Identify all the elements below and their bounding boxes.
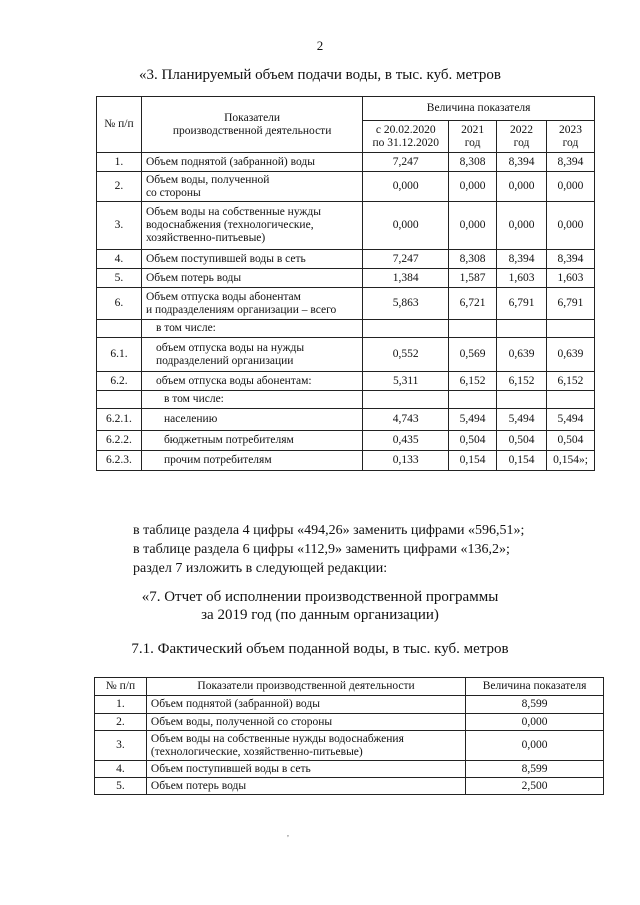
row-value: 1,587 — [449, 269, 497, 288]
t2-row-indicator — [146, 761, 465, 778]
row-value: 0,504 — [497, 431, 547, 451]
section-7-title-line-2: за 2019 год (по данным организации) — [201, 607, 439, 623]
row-indicator-line: со стороны — [145, 186, 201, 199]
row-number: 6.2.3. — [97, 451, 142, 471]
row-indicator-line: бюджетным потребителям — [163, 434, 294, 446]
col-header-period-line: 2023 — [558, 123, 582, 136]
t2-row-number: 5. — [95, 778, 147, 795]
row-indicator-line: объем отпуска воды абонентам: — [155, 374, 312, 387]
t2-row-indicator — [146, 778, 465, 795]
col-header-period — [449, 121, 497, 153]
row-indicator — [141, 320, 362, 338]
t2-row-value: 8,599 — [466, 761, 604, 778]
row-value: 8,394 — [497, 153, 547, 172]
row-value: 0,000 — [363, 172, 449, 202]
row-indicator-line: Объем потерь воды — [145, 271, 242, 284]
row-indicator — [141, 431, 362, 451]
row-value: 0,154 — [497, 451, 547, 471]
row-value: 6,152 — [546, 372, 594, 391]
row-value: 0,000 — [449, 202, 497, 250]
col-header-period — [546, 121, 594, 153]
row-indicator — [141, 409, 362, 431]
t2-row-value: 8,599 — [466, 696, 604, 714]
row-indicator-line: Объем воды на собственные нужды — [145, 206, 321, 218]
table-row — [97, 288, 595, 320]
t2-row-number: 2. — [95, 714, 147, 731]
t2-row-number: 4. — [95, 761, 147, 778]
col-header-period-line: по 31.12.2020 — [372, 136, 439, 149]
col-header-indicators — [141, 97, 362, 153]
table-row — [95, 696, 604, 714]
table-row — [95, 761, 604, 778]
row-number: 6. — [97, 288, 142, 320]
t2-row-number: 3. — [95, 731, 147, 761]
row-indicator — [141, 372, 362, 391]
row-value: 0,000 — [546, 172, 594, 202]
col-header-period-line: 2022 — [510, 123, 534, 136]
table-row — [97, 269, 595, 288]
row-value: 6,152 — [497, 372, 547, 391]
t2-row-number: 1. — [95, 696, 147, 714]
section-7-1-title: 7.1. Фактический объем поданной воды, в тыс. куб. метров — [131, 641, 509, 657]
row-value — [449, 320, 497, 338]
row-value — [546, 320, 594, 338]
table-row — [97, 409, 595, 431]
t2-row-indicator — [146, 731, 465, 761]
t2-row-indicator — [146, 714, 465, 731]
planned-water-supply-table — [96, 96, 595, 471]
row-indicator-line: населению — [163, 413, 218, 425]
col-header-period-line: 2021 — [461, 123, 485, 136]
page-number: 2 — [316, 38, 324, 53]
row-value: 7,247 — [363, 250, 449, 269]
paragraph-3: раздел 7 изложить в следующей редакции: — [133, 561, 388, 576]
t2-row-value: 0,000 — [466, 731, 604, 761]
row-indicator — [141, 202, 362, 250]
row-number — [97, 320, 142, 338]
row-value — [497, 320, 547, 338]
row-value: 0,000 — [449, 172, 497, 202]
row-number: 2. — [97, 172, 142, 202]
row-value: 0,639 — [546, 338, 594, 372]
col-header-value-group: Величина показателя — [363, 97, 595, 121]
row-indicator — [141, 338, 362, 372]
row-value: 0,569 — [449, 338, 497, 372]
row-value: 5,494 — [449, 409, 497, 431]
t2-row-value: 0,000 — [466, 714, 604, 731]
row-value: 0,552 — [363, 338, 449, 372]
row-indicator — [141, 288, 362, 320]
row-indicator-line: хозяйственно-питьевые) — [145, 232, 266, 244]
row-value: 0,154 — [449, 451, 497, 471]
table-row — [97, 372, 595, 391]
row-value: 8,308 — [449, 153, 497, 172]
row-value: 0,000 — [363, 202, 449, 250]
row-value: 0,000 — [546, 202, 594, 250]
row-indicator-line: Объем отпуска воды абонентам — [145, 290, 301, 303]
row-value: 5,494 — [546, 409, 594, 431]
t2-header-value: Величина показателя — [466, 678, 604, 696]
row-value: 1,384 — [363, 269, 449, 288]
row-indicator — [141, 451, 362, 471]
row-indicator-line: Объем воды, полученной — [145, 173, 270, 186]
col-header-period-line: год — [562, 136, 579, 149]
col-header-num: № п/п — [97, 97, 142, 153]
t2-row-indicator-line: Объем поднятой (забранной) воды — [150, 698, 320, 710]
row-indicator-line: подразделений организации — [155, 354, 294, 367]
row-number: 3. — [97, 202, 142, 250]
col-header-indicators-line: Показатели — [224, 111, 281, 124]
table-row — [97, 338, 595, 372]
t2-header-num: № п/п — [95, 678, 147, 696]
scan-dot: , — [287, 829, 289, 838]
col-header-period — [497, 121, 547, 153]
row-value: 8,394 — [546, 250, 594, 269]
t2-row-indicator-line: (технологические, хозяйственно-питьевые) — [150, 745, 363, 758]
row-indicator-line: прочим потребителям — [163, 454, 272, 466]
row-value: 0,154»; — [546, 451, 594, 471]
actual-water-supply-table — [94, 677, 604, 795]
table-row — [97, 431, 595, 451]
row-number: 6.1. — [97, 338, 142, 372]
row-value: 1,603 — [546, 269, 594, 288]
table-row — [97, 451, 595, 471]
row-number — [97, 391, 142, 409]
row-indicator — [141, 269, 362, 288]
table-row — [95, 714, 604, 731]
row-value: 0,000 — [497, 202, 547, 250]
row-value — [363, 320, 449, 338]
row-indicator-line: объем отпуска воды на нужды — [155, 341, 305, 354]
col-header-period-line: год — [464, 136, 481, 149]
row-value: 8,394 — [546, 153, 594, 172]
row-value: 5,311 — [363, 372, 449, 391]
row-value — [546, 391, 594, 409]
row-value: 6,721 — [449, 288, 497, 320]
row-value: 8,394 — [497, 250, 547, 269]
row-value: 0,639 — [497, 338, 547, 372]
col-header-period-line: год — [513, 136, 530, 149]
t2-header-indicators: Показатели производственной деятельности — [146, 678, 465, 696]
row-value: 4,743 — [363, 409, 449, 431]
t2-row-indicator-line: Объем воды, полученной со стороны — [150, 715, 333, 728]
paragraph-2: в таблице раздела 6 цифры «112,9» заменить цифрами «136,2»; — [133, 542, 510, 557]
row-value: 7,247 — [363, 153, 449, 172]
row-indicator — [141, 172, 362, 202]
col-header-indicators-line: производственной деятельности — [172, 124, 332, 137]
t2-row-indicator — [146, 696, 465, 714]
section-7-title-line-1: «7. Отчет об исполнении производственной программы — [141, 589, 499, 605]
table-row — [97, 391, 595, 409]
table-row — [97, 153, 595, 172]
row-number: 5. — [97, 269, 142, 288]
row-value: 5,863 — [363, 288, 449, 320]
row-value: 6,791 — [546, 288, 594, 320]
row-value: 8,308 — [449, 250, 497, 269]
col-header-period-line: с 20.02.2020 — [375, 123, 436, 136]
row-indicator-line: Объем поднятой (забранной) воды — [145, 155, 315, 168]
row-number: 1. — [97, 153, 142, 172]
row-value: 0,504 — [449, 431, 497, 451]
row-indicator — [141, 153, 362, 172]
row-value: 0,000 — [497, 172, 547, 202]
t2-row-indicator-line: Объем воды на собственные нужды водоснабжения — [150, 732, 404, 745]
table-row — [97, 172, 595, 202]
row-indicator-line: в том числе: — [155, 322, 216, 334]
table-row — [97, 320, 595, 338]
t2-row-indicator-line: Объем потерь воды — [150, 779, 247, 792]
row-value: 0,504 — [546, 431, 594, 451]
row-value: 5,494 — [497, 409, 547, 431]
row-value — [449, 391, 497, 409]
paragraph-1: в таблице раздела 4 цифры «494,26» заменить цифрами «596,51»; — [133, 523, 525, 538]
col-header-period — [363, 121, 449, 153]
row-number: 6.2.1. — [97, 409, 142, 431]
row-indicator-line: и подразделениям организации – всего — [145, 303, 337, 316]
t2-row-indicator-line: Объем поступившей воды в сеть — [150, 762, 311, 775]
row-value: 0,133 — [363, 451, 449, 471]
table-row — [97, 202, 595, 250]
row-value — [363, 391, 449, 409]
table-row — [95, 731, 604, 761]
row-value: 0,435 — [363, 431, 449, 451]
row-value — [497, 391, 547, 409]
row-indicator-line: Объем поступившей воды в сеть — [145, 252, 306, 265]
row-number: 4. — [97, 250, 142, 269]
table-row — [95, 778, 604, 795]
row-indicator-line: в том числе: — [163, 393, 224, 405]
row-indicator-line: водоснабжения (технологические, — [145, 219, 314, 231]
row-number: 6.2.2. — [97, 431, 142, 451]
row-value: 1,603 — [497, 269, 547, 288]
row-value: 6,152 — [449, 372, 497, 391]
row-indicator — [141, 250, 362, 269]
row-number: 6.2. — [97, 372, 142, 391]
t2-row-value: 2,500 — [466, 778, 604, 795]
row-value: 6,791 — [497, 288, 547, 320]
section-3-title: «3. Планируемый объем подачи воды, в тыс. куб. метров — [138, 67, 502, 83]
row-indicator — [141, 391, 362, 409]
table-row — [97, 250, 595, 269]
